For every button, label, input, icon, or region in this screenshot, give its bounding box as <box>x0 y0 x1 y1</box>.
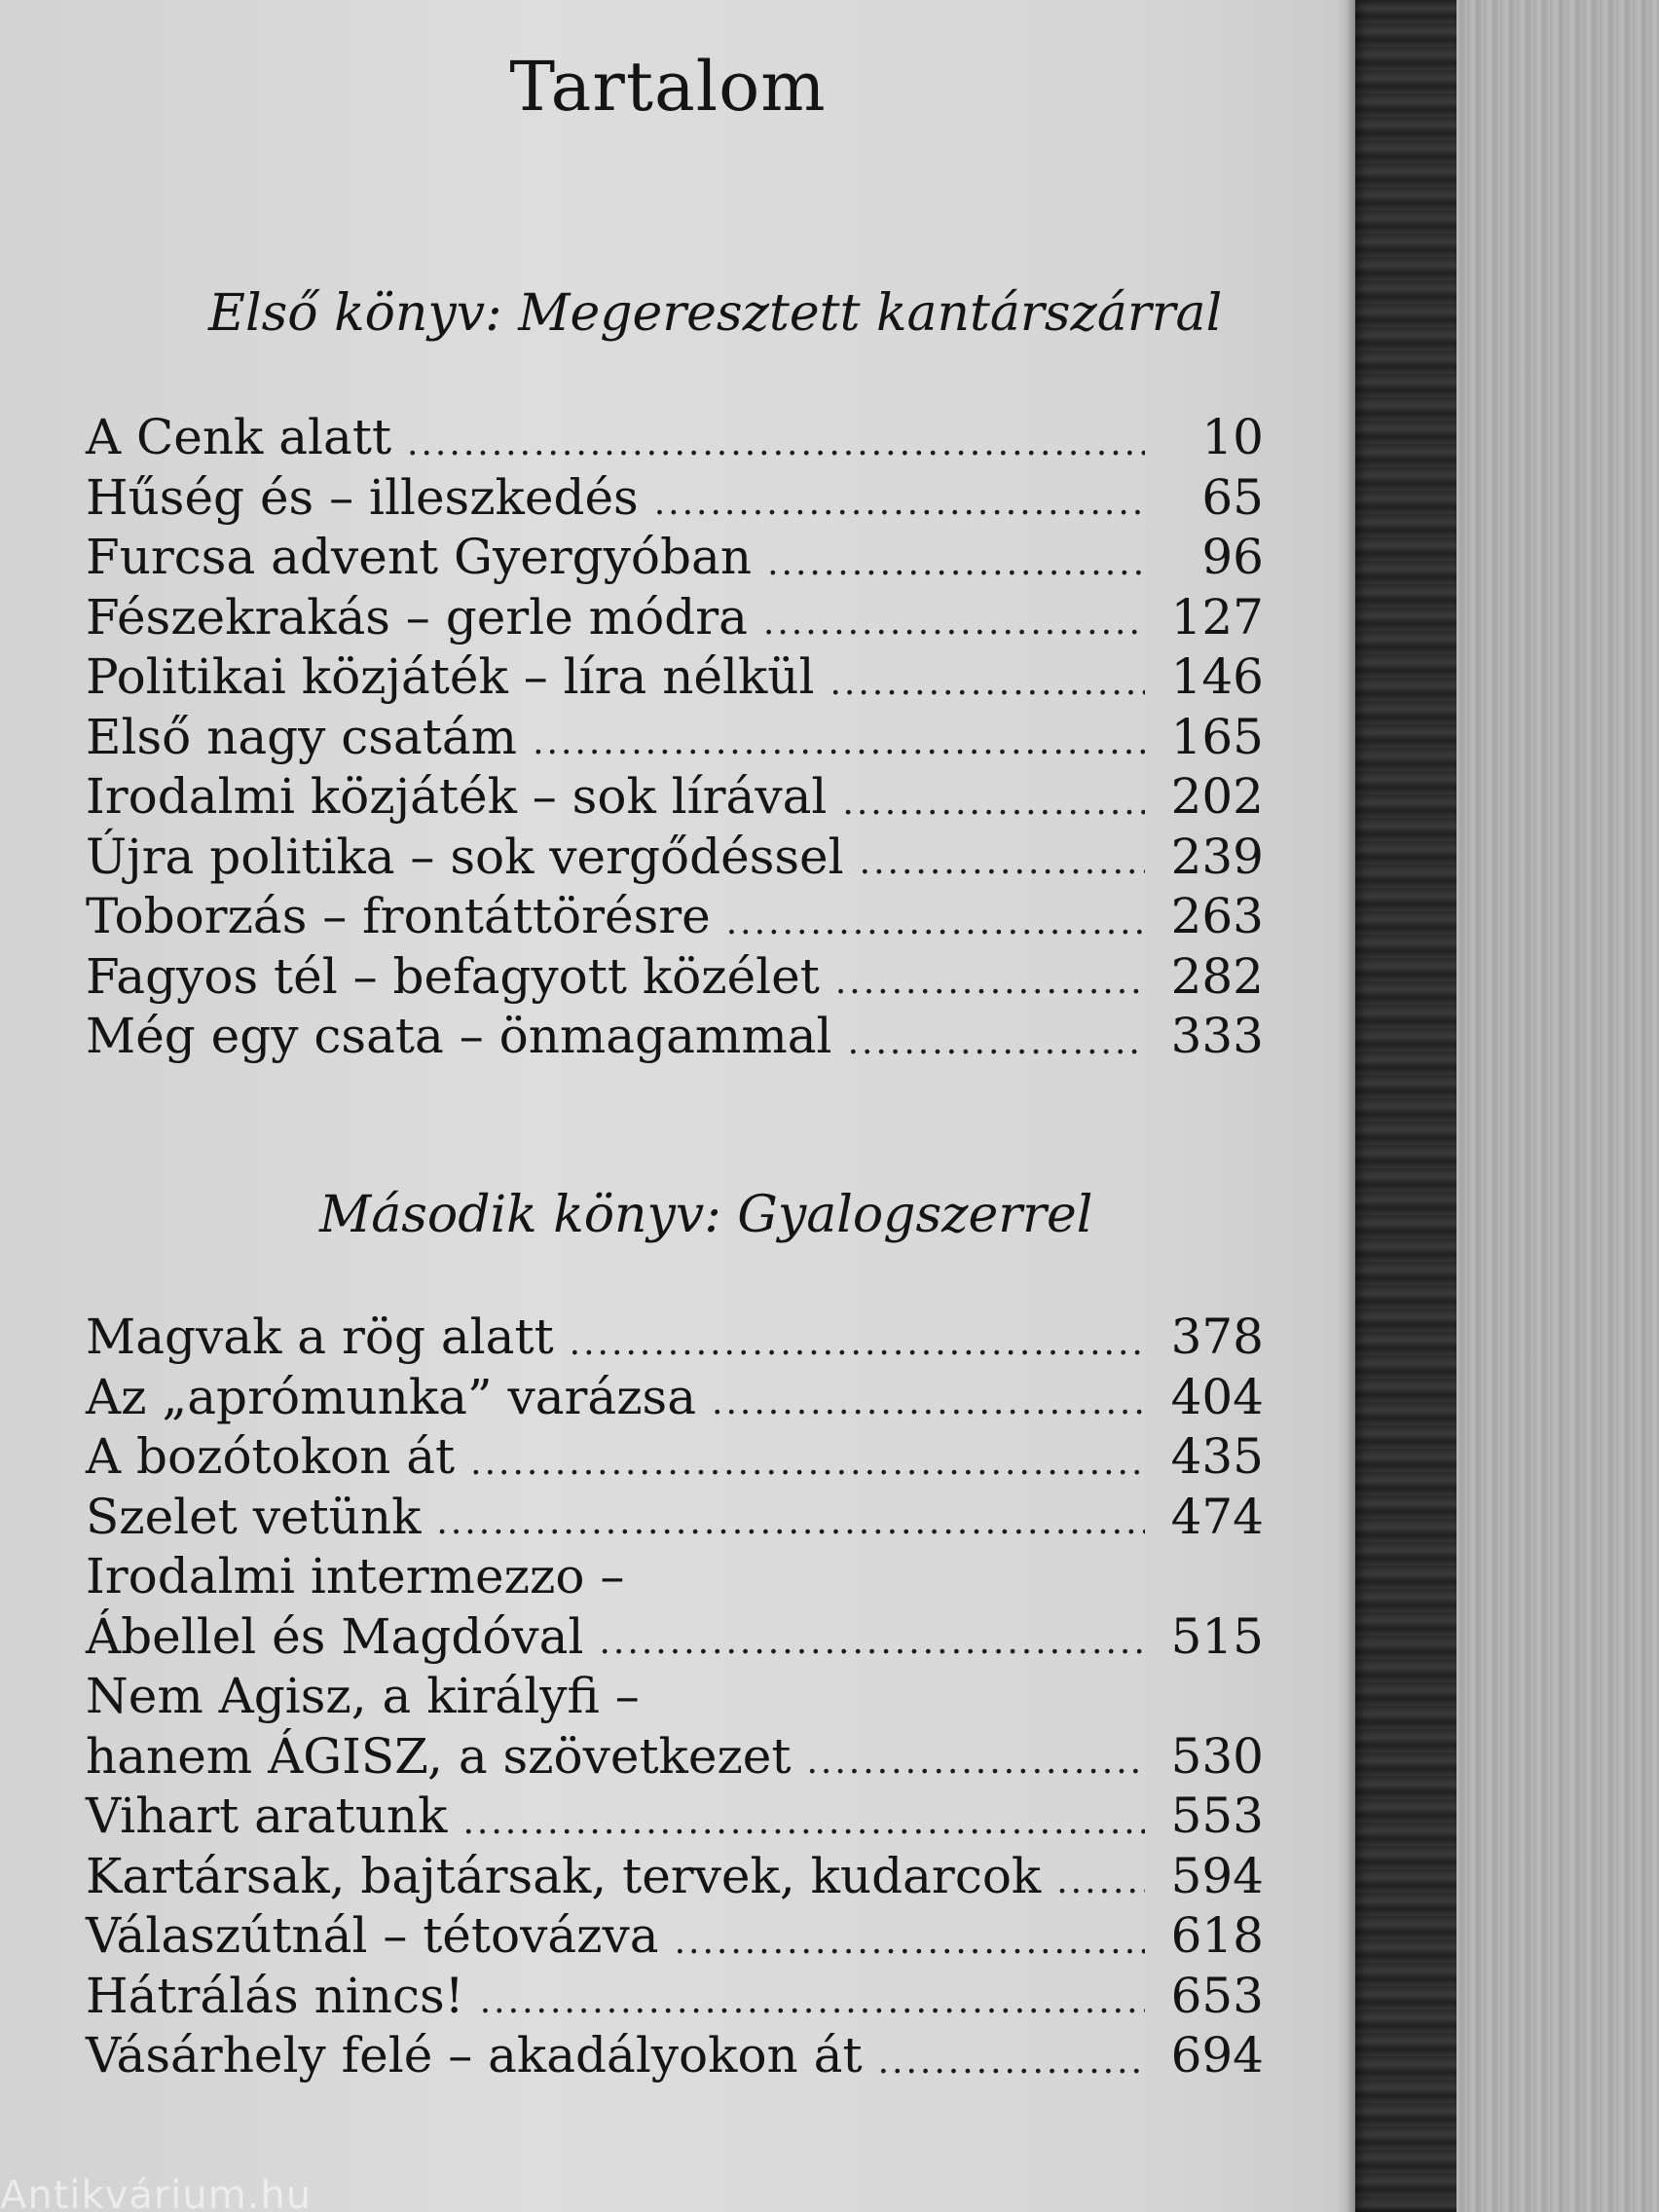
toc-entry <box>86 528 1264 588</box>
dot-leader <box>712 1383 1145 1422</box>
toc-entry <box>86 1727 1264 1788</box>
toc-entry <box>86 1906 1264 1967</box>
entry-page-number: 435 <box>1170 1428 1264 1485</box>
dot-leader <box>599 1623 1145 1662</box>
entry-title: Válaszútnál – tétovázva <box>86 1907 659 1964</box>
toc-entry <box>86 1308 1264 1368</box>
entry-title: Toborzás – frontáttörésre <box>86 888 711 944</box>
entry-page-number: 282 <box>1170 947 1264 1005</box>
entry-page-number: 474 <box>1170 1488 1264 1545</box>
entry-title: Nem Agisz, a királyfi – <box>86 1668 640 1724</box>
toc-entry <box>86 887 1264 947</box>
dot-leader <box>806 1743 1145 1782</box>
toc-entry <box>86 767 1264 828</box>
entry-title: Újra politika – sok vergődéssel <box>86 828 844 885</box>
watermark: Antikvárium.hu <box>0 2173 313 2212</box>
toc-entry <box>86 1607 1264 1668</box>
entry-page-number: 96 <box>1201 529 1264 585</box>
book-spine <box>1351 0 1456 2212</box>
toc-entry <box>86 828 1264 888</box>
toc-entry <box>86 1427 1264 1488</box>
entry-title: Fészekrakás – gerle módra <box>86 588 748 645</box>
entry-page-number: 553 <box>1170 1788 1264 1844</box>
entry-page-number: 65 <box>1201 468 1264 526</box>
dot-leader <box>842 784 1145 823</box>
dot-leader <box>726 903 1145 942</box>
toc-entry <box>86 408 1264 468</box>
entry-page-number: 127 <box>1170 588 1264 645</box>
dot-leader <box>860 843 1145 882</box>
toc-entry-first-line <box>86 1667 1264 1727</box>
entry-title: Furcsa advent Gyergyóban <box>86 529 753 585</box>
entry-title: Kartársak, bajtársak, tervek, kudarcok <box>86 1847 1042 1904</box>
dot-leader <box>878 2043 1145 2082</box>
entry-page-number: 10 <box>1201 409 1264 465</box>
entry-title: Hűség és – illeszkedés <box>86 468 639 526</box>
dot-leader <box>407 424 1145 463</box>
dot-leader <box>763 604 1145 643</box>
dot-leader <box>654 484 1145 523</box>
entry-page-number: 146 <box>1170 648 1264 705</box>
entry-title: Vásárhely felé – akadályokon át <box>86 2027 863 2083</box>
dot-leader <box>533 723 1145 762</box>
entry-title: Az „aprómunka” varázsa <box>86 1368 697 1425</box>
entry-title-second-line: hanem ÁGISZ, a szövetkezet <box>86 1727 792 1785</box>
entry-page-number: 515 <box>1170 1607 1264 1665</box>
entry-page-number: 239 <box>1170 828 1264 885</box>
dot-leader <box>848 1023 1145 1062</box>
section-heading-book-1: Első könyv: Megeresztett kantárszárral <box>208 284 1223 343</box>
dot-leader <box>1056 1862 1145 1901</box>
entry-title: Irodalmi közjáték – sok lírával <box>86 768 828 825</box>
toc-list-book-2 <box>86 1308 1264 2086</box>
toc-entry <box>86 1007 1264 1067</box>
dot-leader <box>480 1982 1145 2021</box>
entry-page-number: 530 <box>1170 1727 1264 1785</box>
entry-title: Irodalmi intermezzo – <box>86 1548 625 1604</box>
entry-title: Szelet vetünk <box>86 1488 422 1545</box>
entry-title: Első nagy csatám <box>86 708 518 765</box>
toc-entry <box>86 1847 1264 1907</box>
page-title: Tartalom <box>509 47 827 127</box>
section-heading-book-2: Második könyv: Gyalogszerrel <box>319 1186 1093 1244</box>
entry-page-number: 333 <box>1170 1008 1264 1064</box>
toc-entry <box>86 1488 1264 1548</box>
entry-title: Hátrálás nincs! <box>86 1967 464 2024</box>
dot-leader <box>830 664 1145 703</box>
dot-leader <box>835 963 1145 1002</box>
entry-title: Magvak a rög alatt <box>86 1309 554 1365</box>
entry-page-number: 653 <box>1170 1967 1264 2024</box>
dot-leader <box>470 1444 1145 1483</box>
toc-entry <box>86 1967 1264 2027</box>
entry-page-number: 618 <box>1170 1907 1264 1964</box>
dot-leader <box>675 1923 1145 1962</box>
toc-entry <box>86 2026 1264 2086</box>
dot-leader <box>436 1503 1145 1542</box>
entry-title: Fagyos tél – befagyott közélet <box>86 947 820 1005</box>
toc-entry <box>86 1368 1264 1428</box>
toc-entry <box>86 647 1264 708</box>
toc-entry <box>86 708 1264 768</box>
entry-page-number: 263 <box>1170 888 1264 944</box>
entry-title: A bozótokon át <box>86 1428 456 1485</box>
entry-title: Vihart aratunk <box>86 1788 448 1844</box>
dot-leader <box>570 1324 1145 1363</box>
entry-page-number: 202 <box>1170 768 1264 825</box>
entry-title: A Cenk alatt <box>86 409 392 465</box>
entry-title: Még egy csata – önmagammal <box>86 1008 832 1064</box>
toc-entry-first-line <box>86 1547 1264 1607</box>
background-fabric <box>1451 0 1659 2212</box>
entry-page-number: 165 <box>1170 708 1264 765</box>
entry-title: Politikai közjáték – líra nélkül <box>86 648 815 705</box>
entry-page-number: 594 <box>1170 1847 1264 1904</box>
dot-leader <box>462 1803 1145 1842</box>
entry-page-number: 404 <box>1170 1368 1264 1425</box>
entry-page-number: 378 <box>1170 1309 1264 1365</box>
toc-entry <box>86 588 1264 648</box>
toc-list-book-1 <box>86 408 1264 1067</box>
entry-title-second-line: Ábellel és Magdóval <box>86 1607 584 1665</box>
entry-page-number: 694 <box>1170 2027 1264 2083</box>
toc-entry <box>86 1787 1264 1847</box>
dot-leader <box>767 544 1145 583</box>
toc-entry <box>86 947 1264 1008</box>
toc-entry <box>86 468 1264 529</box>
